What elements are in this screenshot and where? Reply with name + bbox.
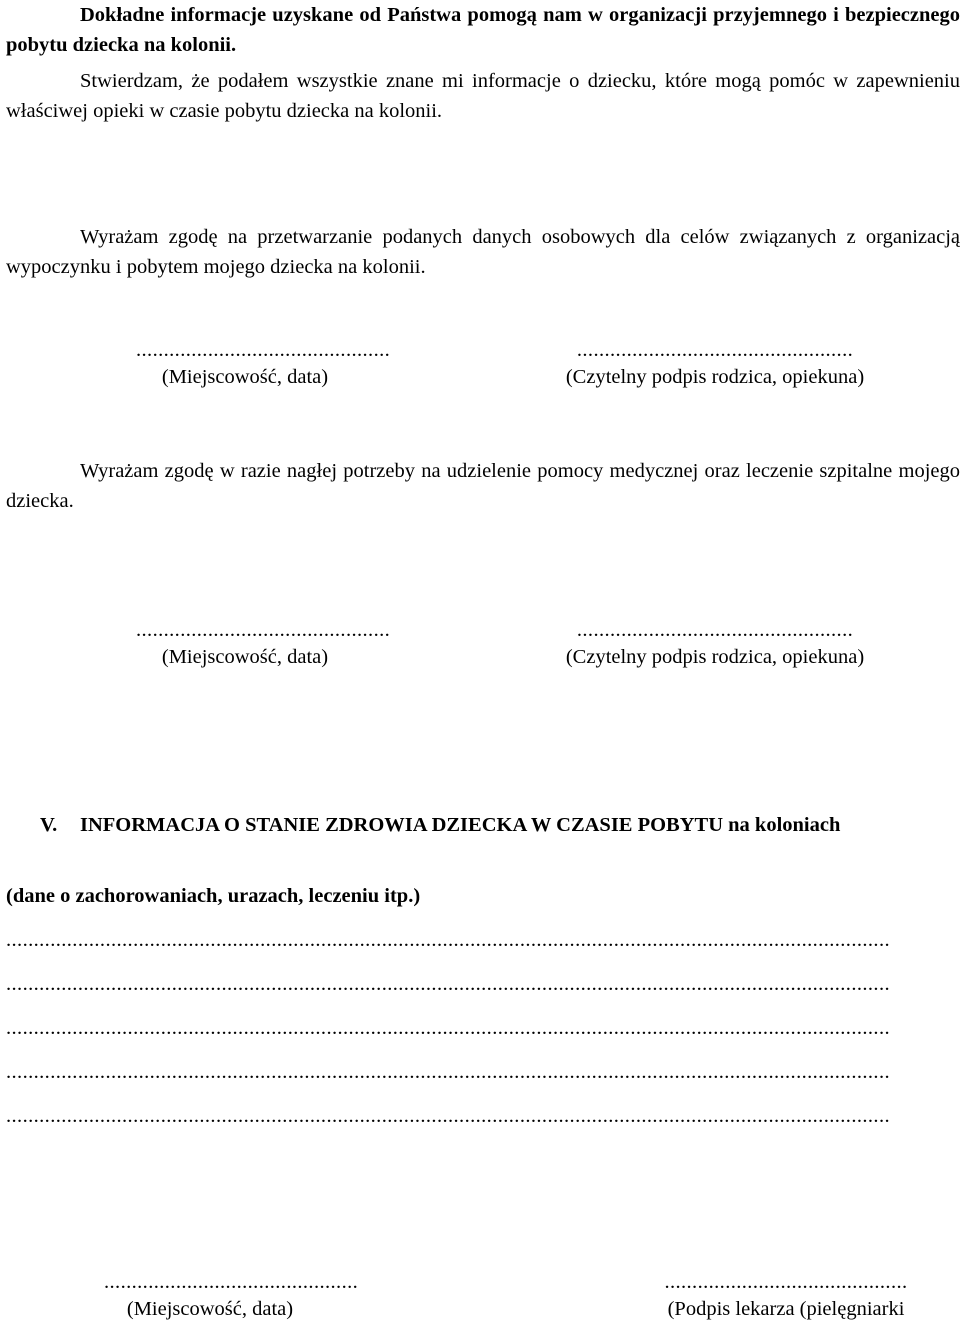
place-date-caption: (Miejscowość, data) [161, 366, 329, 388]
consent-medical-paragraph [6, 456, 960, 516]
parent-signature-dots: .................................................. [576, 619, 854, 641]
place-date-caption: (Miejscowość, data) [161, 646, 329, 668]
signature-block-2 [0, 620, 960, 680]
doctor-signature-field[interactable] [636, 1272, 936, 1324]
health-info-line-5[interactable]: ................................................................................................................................................................ [6, 1105, 890, 1127]
parent-signature-caption: (Czytelny podpis rodzica, opiekuna) [565, 366, 865, 388]
place-date-field[interactable] [104, 1271, 359, 1324]
place-date-field[interactable] [136, 339, 391, 392]
doctor-signature-dots: ............................................ [664, 1271, 908, 1293]
consent-data-text: Wyrażam zgodę na przetwarzanie podanych danych osobowych dla celów związanych z organizacją wypoczynku i pobytem mojego dziecka na kolonii. [6, 226, 960, 278]
place-date-dots: .............................................. [136, 339, 391, 361]
health-info-line-1[interactable]: ................................................................................................................................................................ [6, 929, 890, 951]
doctor-signature-caption: (Podpis lekarza (pielęgniarki [667, 1298, 905, 1320]
health-info-line-2[interactable]: ................................................................................................................................................................ [6, 973, 890, 995]
place-date-dots: .............................................. [104, 1271, 359, 1293]
place-date-caption: (Miejscowość, data) [126, 1298, 294, 1320]
section-v-heading [40, 810, 960, 840]
statement-text: Stwierdzam, że podałem wszystkie znane mi informacje o dziecku, które mogą pomóc w zapewnieniu właściwej opieki w czasie pobytu dziecka na kolonii. [6, 70, 960, 122]
consent-data-paragraph [6, 222, 960, 282]
signature-block-1 [0, 340, 960, 400]
place-date-field[interactable] [136, 619, 391, 672]
parent-signature-field[interactable] [526, 620, 904, 672]
intro-text: Dokładne informacje uzyskane od Państwa pomogą nam w organizacji przyjemnego i bezpiecznego pobytu dziecka na kolonii. [6, 4, 960, 56]
intro-paragraph [6, 0, 960, 60]
health-info-line-3[interactable]: ................................................................................................................................................................ [6, 1017, 890, 1039]
consent-medical-text: Wyrażam zgodę w razie nagłej potrzeby na udzielenie pomocy medycznej oraz leczenie szpitalne mojego dziecka. [6, 460, 960, 512]
place-date-dots: .............................................. [136, 619, 391, 641]
statement-paragraph [6, 66, 960, 126]
parent-signature-field[interactable] [526, 340, 904, 392]
signature-block-3 [0, 1272, 960, 1332]
section-v-number: V. [40, 814, 58, 836]
parent-signature-dots: .................................................. [576, 339, 854, 361]
health-info-line-4[interactable]: ................................................................................................................................................................ [6, 1061, 890, 1083]
section-v-title: INFORMACJA O STANIE ZDROWIA DZIECKA W CZASIE POBYTU na koloniach [80, 814, 841, 836]
section-v-subtitle: (dane o zachorowaniach, urazach, leczeniu itp.) [6, 885, 421, 907]
parent-signature-caption: (Czytelny podpis rodzica, opiekuna) [565, 646, 865, 668]
